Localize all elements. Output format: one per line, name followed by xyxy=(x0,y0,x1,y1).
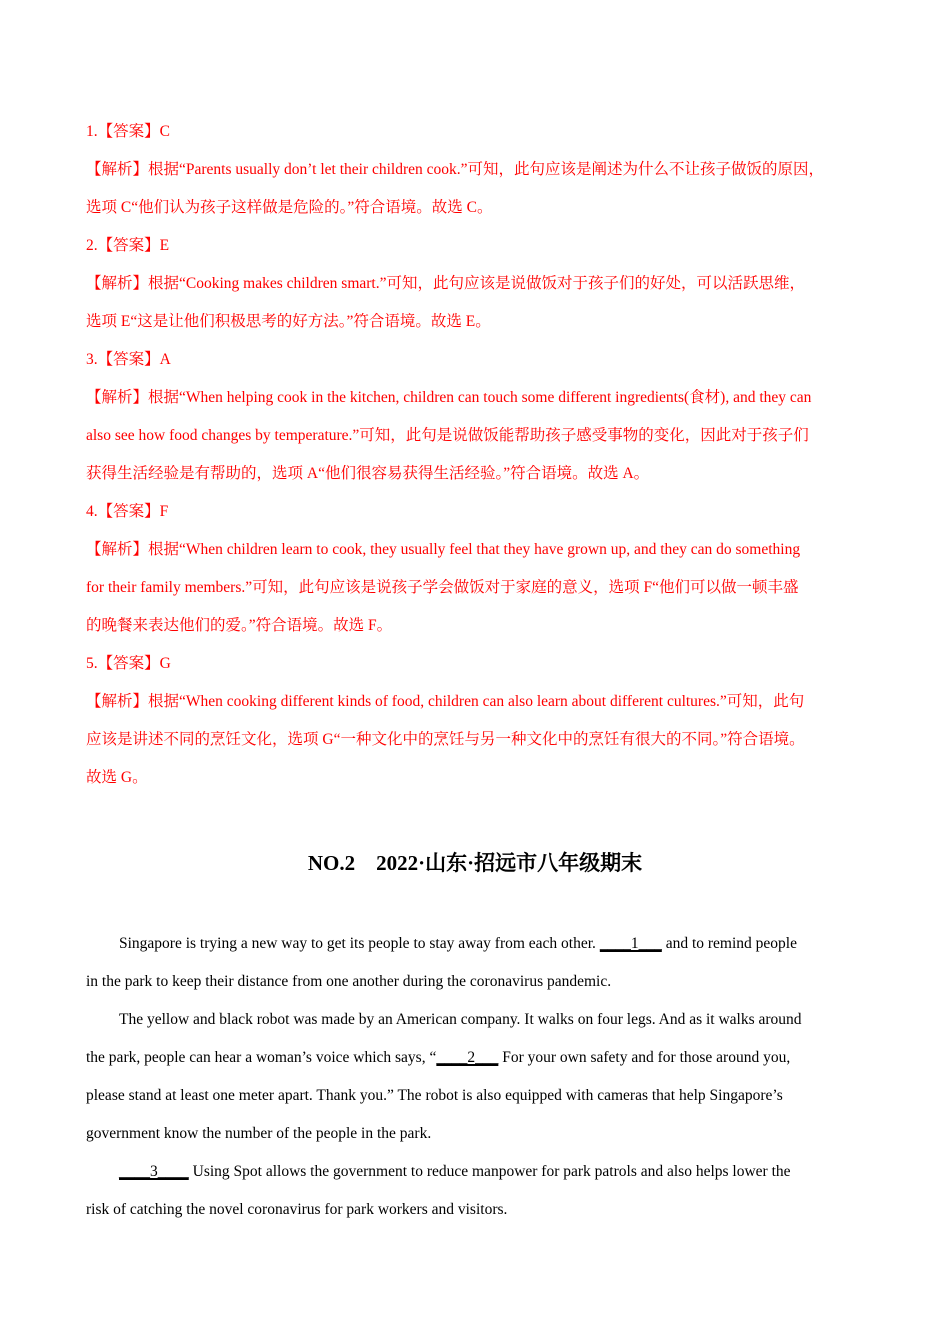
passage-p1-line-1 xyxy=(119,934,797,954)
answer-5-heading: 5.【答案】G xyxy=(86,655,171,672)
answer-3-heading: 3.【答案】A xyxy=(86,351,171,368)
answer-2-analysis-line-1: 【解析】根据“Cooking makes children smart.”可知，此句应该是说做饭对于孩子们的好处，可以活跃思维， xyxy=(86,275,805,292)
passage-p3-text-after-blank: Using Spot allows the government to reduce manpower for park patrols and also helps lower the xyxy=(188,1163,791,1180)
passage-p3-line-1 xyxy=(119,1162,791,1182)
answer-1-analysis-line-1: 【解析】根据“Parents usually don’t let their children cook.”可知，此句应该是阐述为什么不让孩子做饭的原因， xyxy=(86,161,825,178)
answer-4-analysis-line-2: for their family members.”可知，此句应该是说孩子学会做饭对于家庭的意义，选项 F“他们可以做一顿丰盛 xyxy=(86,579,799,596)
blank-1: ____1___ xyxy=(599,935,662,952)
passage-p3-line-2: risk of catching the novel coronavirus for park workers and visitors. xyxy=(86,1201,508,1218)
passage-p1-text-after-blank: and to remind people xyxy=(661,935,797,952)
answer-4-heading: 4.【答案】F xyxy=(86,503,169,520)
passage-p2-line-1: The yellow and black robot was made by an American company. It walks on four legs. And as it walks around xyxy=(119,1011,802,1028)
section-title: NO.2 2022·山东·招远市八年级期末 xyxy=(307,851,643,875)
blank-3: ____3____ xyxy=(119,1163,189,1180)
passage-p2-text-after-blank: For your own safety and for those around you, xyxy=(498,1049,791,1066)
answer-1-analysis-line-2: 选项 C“他们认为孩子这样做是危险的。”符合语境。故选 C。 xyxy=(86,199,493,216)
passage-p1-line-2: in the park to keep their distance from one another during the coronavirus pandemic. xyxy=(86,973,612,990)
passage-p1-text-before-blank: Singapore is trying a new way to get its people to stay away from each other. xyxy=(119,935,600,952)
answer-5-analysis-line-1: 【解析】根据“When cooking different kinds of food, children can also learn about different cultures.”可知，此句 xyxy=(86,693,805,710)
answer-2-heading: 2.【答案】E xyxy=(86,237,170,254)
answer-4-analysis-line-3: 的晚餐来表达他们的爱。”符合语境。故选 F。 xyxy=(86,617,393,634)
answer-3-analysis-line-3: 获得生活经验是有帮助的，选项 A“他们很容易获得生活经验。”符合语境。故选 A。 xyxy=(86,465,650,482)
answer-2-analysis-line-2: 选项 E“这是让他们积极思考的好方法。”符合语境。故选 E。 xyxy=(86,313,491,330)
answer-4-analysis-line-1: 【解析】根据“When children learn to cook, they usually feel that they have grown up, and they can do something xyxy=(86,541,801,558)
answer-1-heading: 1.【答案】C xyxy=(86,123,170,140)
answer-5-analysis-line-2: 应该是讲述不同的烹饪文化，选项 G“一种文化中的烹饪与另一种文化中的烹饪有很大的不同。”符合语境。 xyxy=(86,731,805,748)
passage-p2-line-4: government know the number of the people in the park. xyxy=(86,1125,432,1142)
passage-p2-line-3: please stand at least one meter apart. Thank you.” The robot is also equipped with cameras that help Singapore’s xyxy=(86,1087,783,1104)
answer-3-analysis-line-1: 【解析】根据“When helping cook in the kitchen, children can touch some different ingredients(食材), and they can xyxy=(86,389,812,406)
passage-p2-text-before-blank: the park, people can hear a woman’s voice which says, “ xyxy=(86,1049,437,1066)
answer-5-analysis-line-3: 故选 G。 xyxy=(86,769,148,786)
answer-3-analysis-line-2: also see how food changes by temperature.”可知，此句是说做饭能帮助孩子感受事物的变化，因此对于孩子们 xyxy=(86,427,809,444)
passage-p2-line-2 xyxy=(86,1048,790,1068)
blank-2: ____2___ xyxy=(436,1049,499,1066)
